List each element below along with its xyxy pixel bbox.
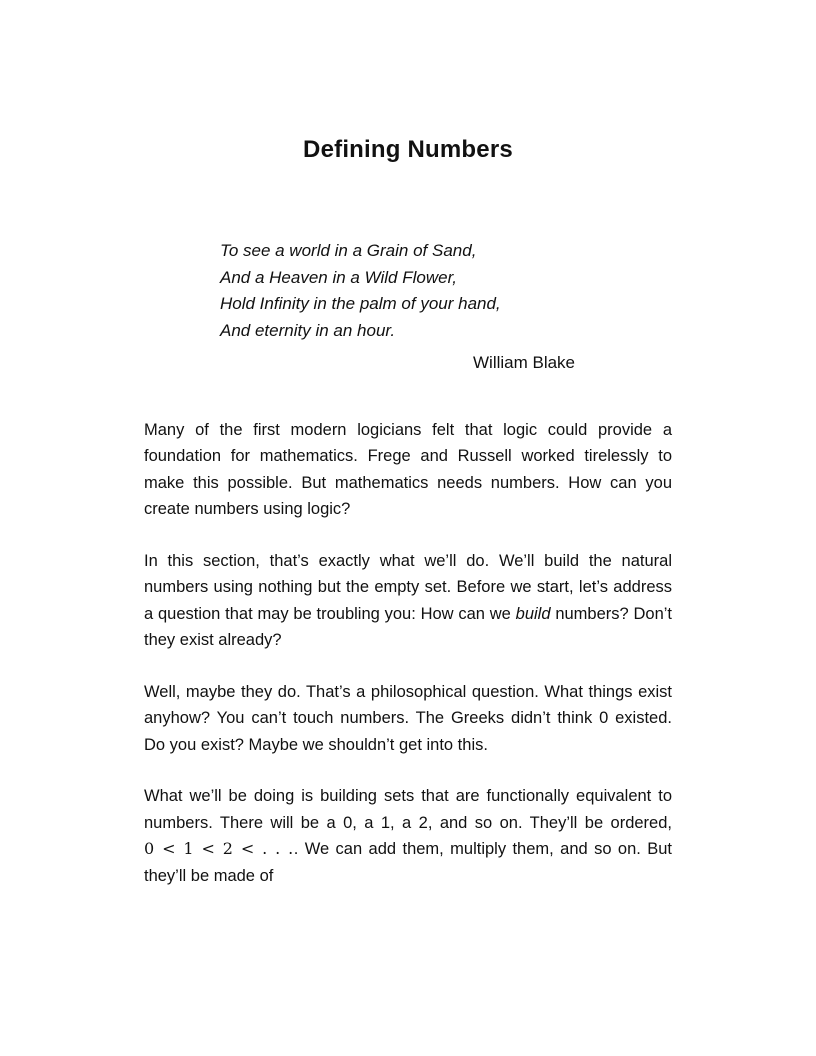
paragraph-2-text-c: numbers? Don’t they exist already? xyxy=(144,604,672,649)
text-block xyxy=(144,0,672,889)
poem-line-2: And a Heaven in a Wild Flower, xyxy=(220,267,458,287)
paragraph-3: Well, maybe they do. That’s a philosophical question. What things exist anyhow? You can’t touch numbers. The Greeks didn’t think 0 existed. Do you exist? Maybe we shouldn’t get into this. xyxy=(144,682,672,754)
epigraph-poem xyxy=(220,238,672,344)
epigraph-attribution: William Blake xyxy=(473,353,576,372)
paragraph-4-math-expression: 0 < 1 < 2 < . . . xyxy=(144,839,294,858)
paragraph-1: Many of the first modern logicians felt that logic could provide a foundation for mathematics. Frege and Russell worked tirelessly to make this possible. But mathematics needs numbers. How can you create numbers using logic? xyxy=(144,420,672,518)
poem-line-3: Hold Infinity in the palm of your hand, xyxy=(220,294,501,313)
paragraph-4 xyxy=(144,783,672,889)
page-title: Defining Numbers xyxy=(303,136,513,163)
paragraph-2 xyxy=(144,548,672,654)
poem-line-4: And eternity in an hour. xyxy=(220,320,396,340)
paragraph-4-text-c: . We can add them, multiply them, and so on. But they’ll be made of xyxy=(144,840,672,885)
paragraph-2-text-a: In this section, that’s exactly what we’ll do. We’ll build the natural numbers using nothing but the empty set. Before we start, let’s address a question that may be troubling you: How can we xyxy=(144,551,672,623)
poem-line-1: To see a world in a Grain of Sand, xyxy=(220,241,477,260)
paragraph-2-emphasis: build xyxy=(515,604,551,623)
body-text xyxy=(144,417,672,890)
paragraph-4-text-a: What we’ll be doing is building sets that are functionally equivalent to numbers. There will be a 0, a 1, a 2, and so on. They’ll be ordered, xyxy=(144,787,672,832)
